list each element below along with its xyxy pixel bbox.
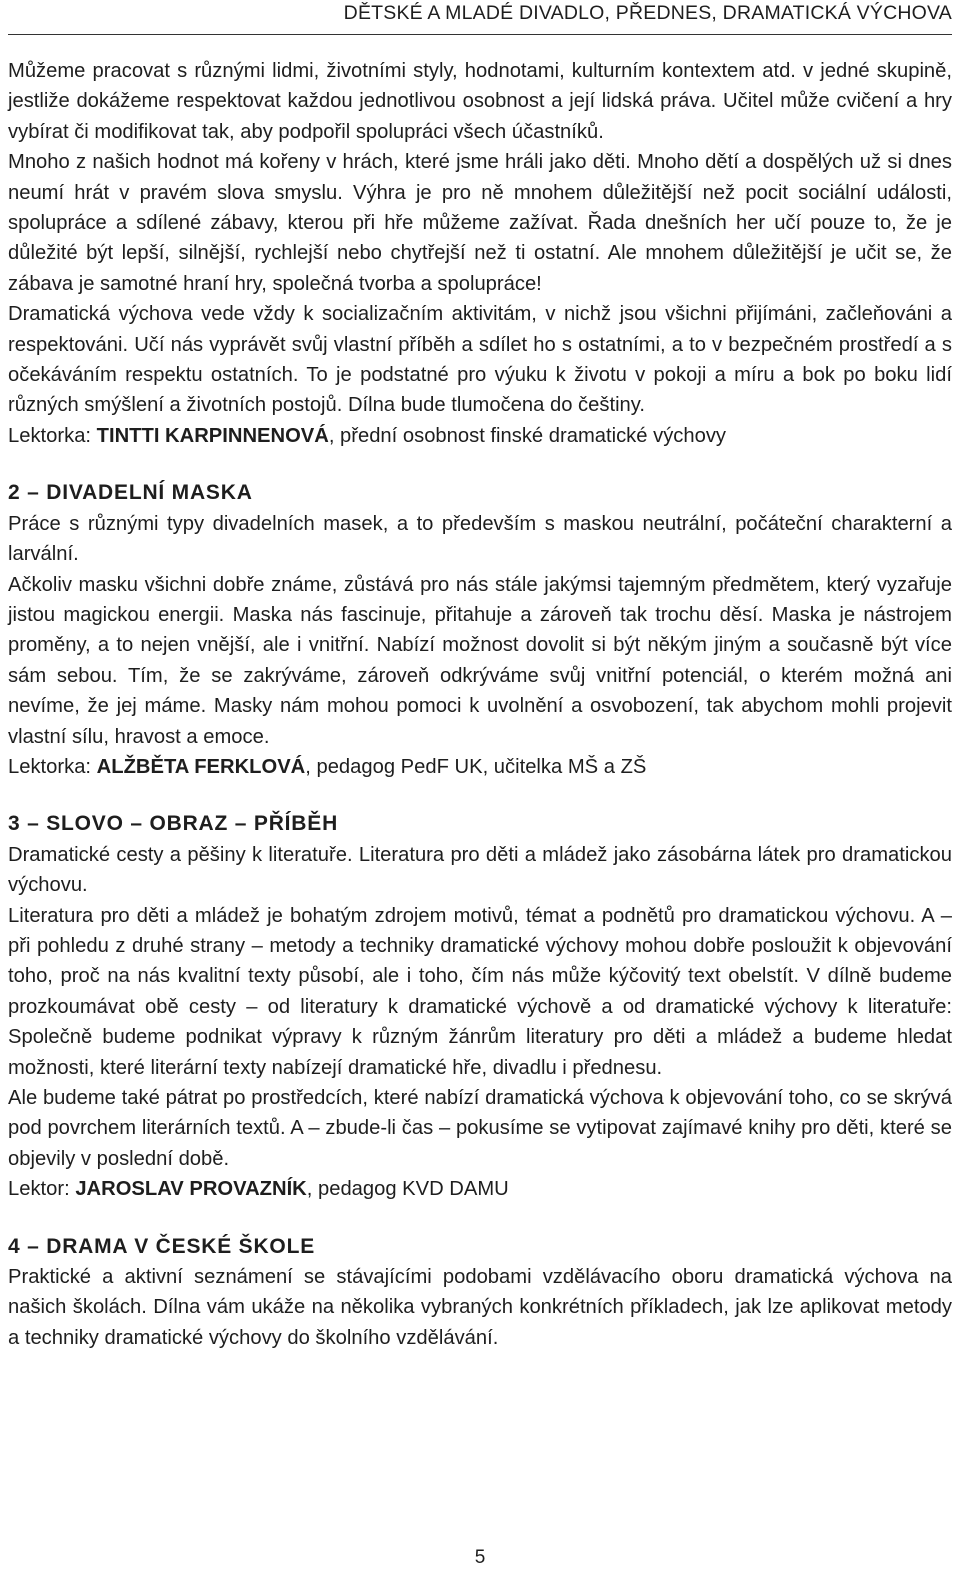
lecturer-name: TINTTI KARPINNENOVÁ (96, 424, 329, 447)
intro-paragraph-2: Mnoho z našich hodnot má kořeny v hrách, které jsme hráli jako děti. Mnoho dětí a dospělých už si dnes neumí hrát v pravém slova smyslu. Výhra je pro ně mnohem důležitější než pocit sociální události, spolupráce a sdílené zábavy, kterou při hře můžeme zažívat. Řada dnešních her učí pouze to, že je důležité být lepší, silnější, rychlejší nebo chytřejší než ti ostatní. Ale mnohem důležitější je učit se, že zábava je samotné hraní hry, společná tvorba a spolupráce! (8, 151, 952, 295)
running-header: DĚTSKÉ A MLADÉ DIVADLO, PŘEDNES, DRAMATICKÁ VÝCHOVA (343, 2, 952, 24)
section-3-lecturer-line (8, 1174, 952, 1204)
header-divider (8, 34, 952, 35)
section-heading-4: 4 – DRAMA V ČESKÉ ŠKOLE (8, 1234, 316, 1258)
section-3-paragraph-3: Ale budeme také pátrat po prostředcích, které nabízí dramatická výchova k objevování toho, co se skrývá pod povrchem literárních textů. A – zbude-li čas – pokusíme se vytipovat zajímavé knihy pro děti, které se objevily v poslední době. (8, 1087, 952, 1170)
lecturer-suffix: , přední osobnost finské dramatické výchovy (328, 424, 727, 447)
section-heading-2: 2 – DIVADELNÍ MASKA (8, 481, 253, 505)
lecturer-suffix: , pedagog KVD DAMU (306, 1178, 509, 1201)
section-2-lecturer-line (8, 752, 952, 782)
lecturer-prefix: Lektor: (8, 1178, 76, 1201)
page-number: 5 (474, 1547, 486, 1568)
section-heading-3: 3 – SLOVO – OBRAZ – PŘÍBĚH (8, 812, 339, 836)
section-2-paragraph-2: Ačkoliv masku všichni dobře známe, zůstává pro nás stále jakýmsi tajemným předmětem, který vyzařuje jistou magickou energii. Maska nás fascinuje, přitahuje a zároveň tak trochu děsí. Maska je nástrojem proměny, a to nejen vnější, ale i vnitřní. Nabízí možnost dovolit si být někým jiným a současně být více sám sebou. Tím, že se zakrýváme, zároveň odkrýváme svůj vnitřní potenciál, o kterém možná ani nevíme, že jej máme. Masky nám mohou pomoci k uvolnění a osvobození, tak abychom mohli projevit vlastní sílu, hravost a emoce. (8, 573, 952, 748)
section-3-paragraph-2: Literatura pro děti a mládež je bohatým zdrojem motivů, témat a podnětů pro dramatickou výchovu. A – při pohledu z druhé strany – metody a techniky dramatické výchovy mohou dobře posloužit k objevování toho, proč na nás kvalitní texty působí, ale i toho, čím nás může kýčovitý text obelstít. V dílně budeme prozkoumávat obě cesty – od literatury k dramatické výchově a od dramatické výchovy k literatuře: Společně budeme podnikat výpravy k různým žánrům literatury pro děti a mládež a budeme hledat možnosti, které literární texty nabízejí dramatické hře, divadlu i přednesu. (8, 904, 952, 1079)
section-3-paragraph-1: Dramatické cesty a pěšiny k literatuře. Literatura pro děti a mládež jako zásobárna látek pro dramatickou výchovu. (8, 843, 952, 897)
lecturer-prefix: Lektorka: (8, 755, 97, 778)
intro-lecturer-line (8, 421, 952, 451)
lecturer-name: JAROSLAV PROVAZNÍK (75, 1178, 307, 1201)
section-4-paragraph-1: Praktické a aktivní seznámení se stávajícími podobami vzdělávacího oboru dramatická výchova na našich školách. Dílna vám ukáže na několika vybraných konkrétních příkladech, jak lze aplikovat metody a techniky dramatické výchovy do školního vzdělávání. (8, 1266, 952, 1349)
intro-paragraph-1: Můžeme pracovat s různými lidmi, životními styly, hodnotami, kulturním kontextem atd. v jedné skupině, jestliže dokážeme respektovat každou jednotlivou osobnost a její lidská práva. Učitel může cvičení a hry vybírat či modifikovat tak, aby podpořil spolupráci všech účastníků. (8, 60, 952, 143)
section-2-paragraph-1: Práce s různými typy divadelních masek, a to především s maskou neutrální, počáteční charakterní a larvální. (8, 512, 952, 566)
lecturer-name: ALŽBĚTA FERKLOVÁ (96, 755, 306, 778)
lecturer-suffix: , pedagog PedF UK, učitelka MŠ a ZŠ (305, 755, 647, 778)
intro-paragraph-3: Dramatická výchova vede vždy k socializačním aktivitám, v nichž jsou všichni přijímáni, začleňováni a respektováni. Učí nás vyprávět svůj vlastní příběh a sdílet ho s ostatními, a to v bezpečném prostředí a s očekáváním respektu ostatních. To je podstatné pro výuku k životu v pokoji a míru a bok po boku lidí různých smýšlení a životních postojů. Dílna bude tlumočena do češtiny. (8, 303, 952, 417)
page-content (8, 56, 952, 1353)
lecturer-prefix: Lektorka: (8, 424, 97, 447)
